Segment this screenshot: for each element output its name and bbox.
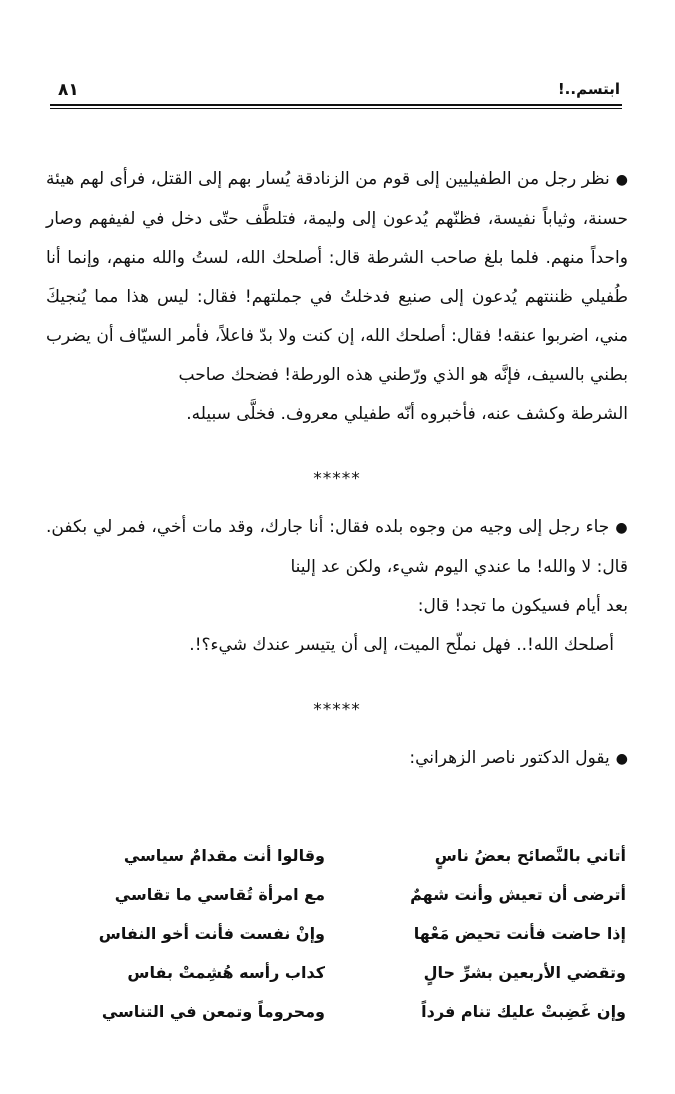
poem-verse — [60, 836, 626, 875]
verse-second-hemistich: ومحروماً وتمعن في التناسي — [101, 1002, 325, 1021]
page-number: ٨١ — [58, 80, 79, 100]
anecdote-1-text: نظر رجل من الطفيليين إلى قوم من الزنادقة يُسار بهم إلى القتل، فرأى لهم هيئة حسنة، وثياباً نفيسة، فظنّهم يُدعون إلى وليمة، فتلطَّف حتّى دخل في لفيفهم وصار واحداً منهم. فلما بلغ صاحب الشرطة قال: أصلحك الله، لستُ والله منهم، وإنما أنا طُفيلي ظننتهم يُدعون إلى صنيع فدخلتُ في جملتهم! فقال: ليس هذا مما يُنجيكَ مني، اضربوا عنقه! فقال: أصلحك الله، إن كنت ولا بدّ فاعلاً، فأمر السيّاف أن يضرب بطني بالسيف، فإنَّه هو الذي ورّطني هذه الورطة! فضحك صاحب — [46, 169, 628, 385]
page-header — [58, 80, 620, 102]
poem — [60, 836, 626, 1031]
bullet-icon: ● — [615, 520, 629, 536]
verse-first-hemistich: أترضى أن تعيش وأنت شهمٌ — [410, 885, 626, 904]
poem-verse — [60, 992, 626, 1031]
verse-second-hemistich: مع امرأة تُقاسي ما تقاسي — [114, 885, 325, 904]
anecdote-3 — [46, 739, 628, 779]
verse-first-hemistich: وإن غَضِبتْ عليك تنام فرداً — [421, 1002, 626, 1021]
verse-second-hemistich: كداب رأسه هُشِمتْ بفاس — [127, 963, 325, 982]
anecdote-2 — [46, 508, 628, 587]
separator-stars: ***** — [313, 700, 361, 720]
poem-verse — [60, 875, 626, 914]
poem-verse — [60, 914, 626, 953]
anecdote-1-tail: الشرطة وكشف عنه، فأخبروه أنّه طفيلي معروف. فخلَّى سبيله. — [186, 404, 628, 424]
page-body — [46, 160, 628, 779]
anecdote-3-intro: يقول الدكتور ناصر الزهراني: — [409, 748, 610, 768]
header-rule-thick — [50, 104, 622, 106]
running-title: ابتسم..! — [557, 80, 620, 98]
header-rule-thin — [50, 108, 622, 109]
verse-second-hemistich: وإنْ نفست فأنت أخو النفاس — [98, 924, 325, 943]
bullet-icon: ● — [615, 751, 628, 767]
anecdote-2-reply: أصلحك الله!.. فهل نملّح الميت، إلى أن يتيسر عندك شيء؟!. — [189, 635, 614, 655]
verse-first-hemistich: أتاني بالنَّصائح بعضُ ناسٍ — [434, 846, 626, 865]
verse-first-hemistich: إذا حاضت فأنت تحيض مَعْها — [413, 924, 626, 943]
anecdote-2-tail: بعد أيام فسيكون ما تجد! قال: — [417, 596, 628, 616]
verse-first-hemistich: وتقضي الأربعين بشرِّ حالٍ — [423, 963, 626, 982]
poem-verse — [60, 953, 626, 992]
anecdote-1 — [46, 160, 628, 395]
separator-stars: ***** — [313, 469, 361, 489]
bullet-icon: ● — [615, 172, 628, 188]
anecdote-2-text: جاء رجل إلى وجيه من وجوه بلده فقال: أنا جارك، وقد مات أخي، فمر لي بكفن. قال: لا والله! ما عندي اليوم شيء، ولكن عد إلينا — [46, 517, 628, 577]
verse-second-hemistich: وقالوا أنت مقدامٌ سياسي — [123, 846, 325, 865]
